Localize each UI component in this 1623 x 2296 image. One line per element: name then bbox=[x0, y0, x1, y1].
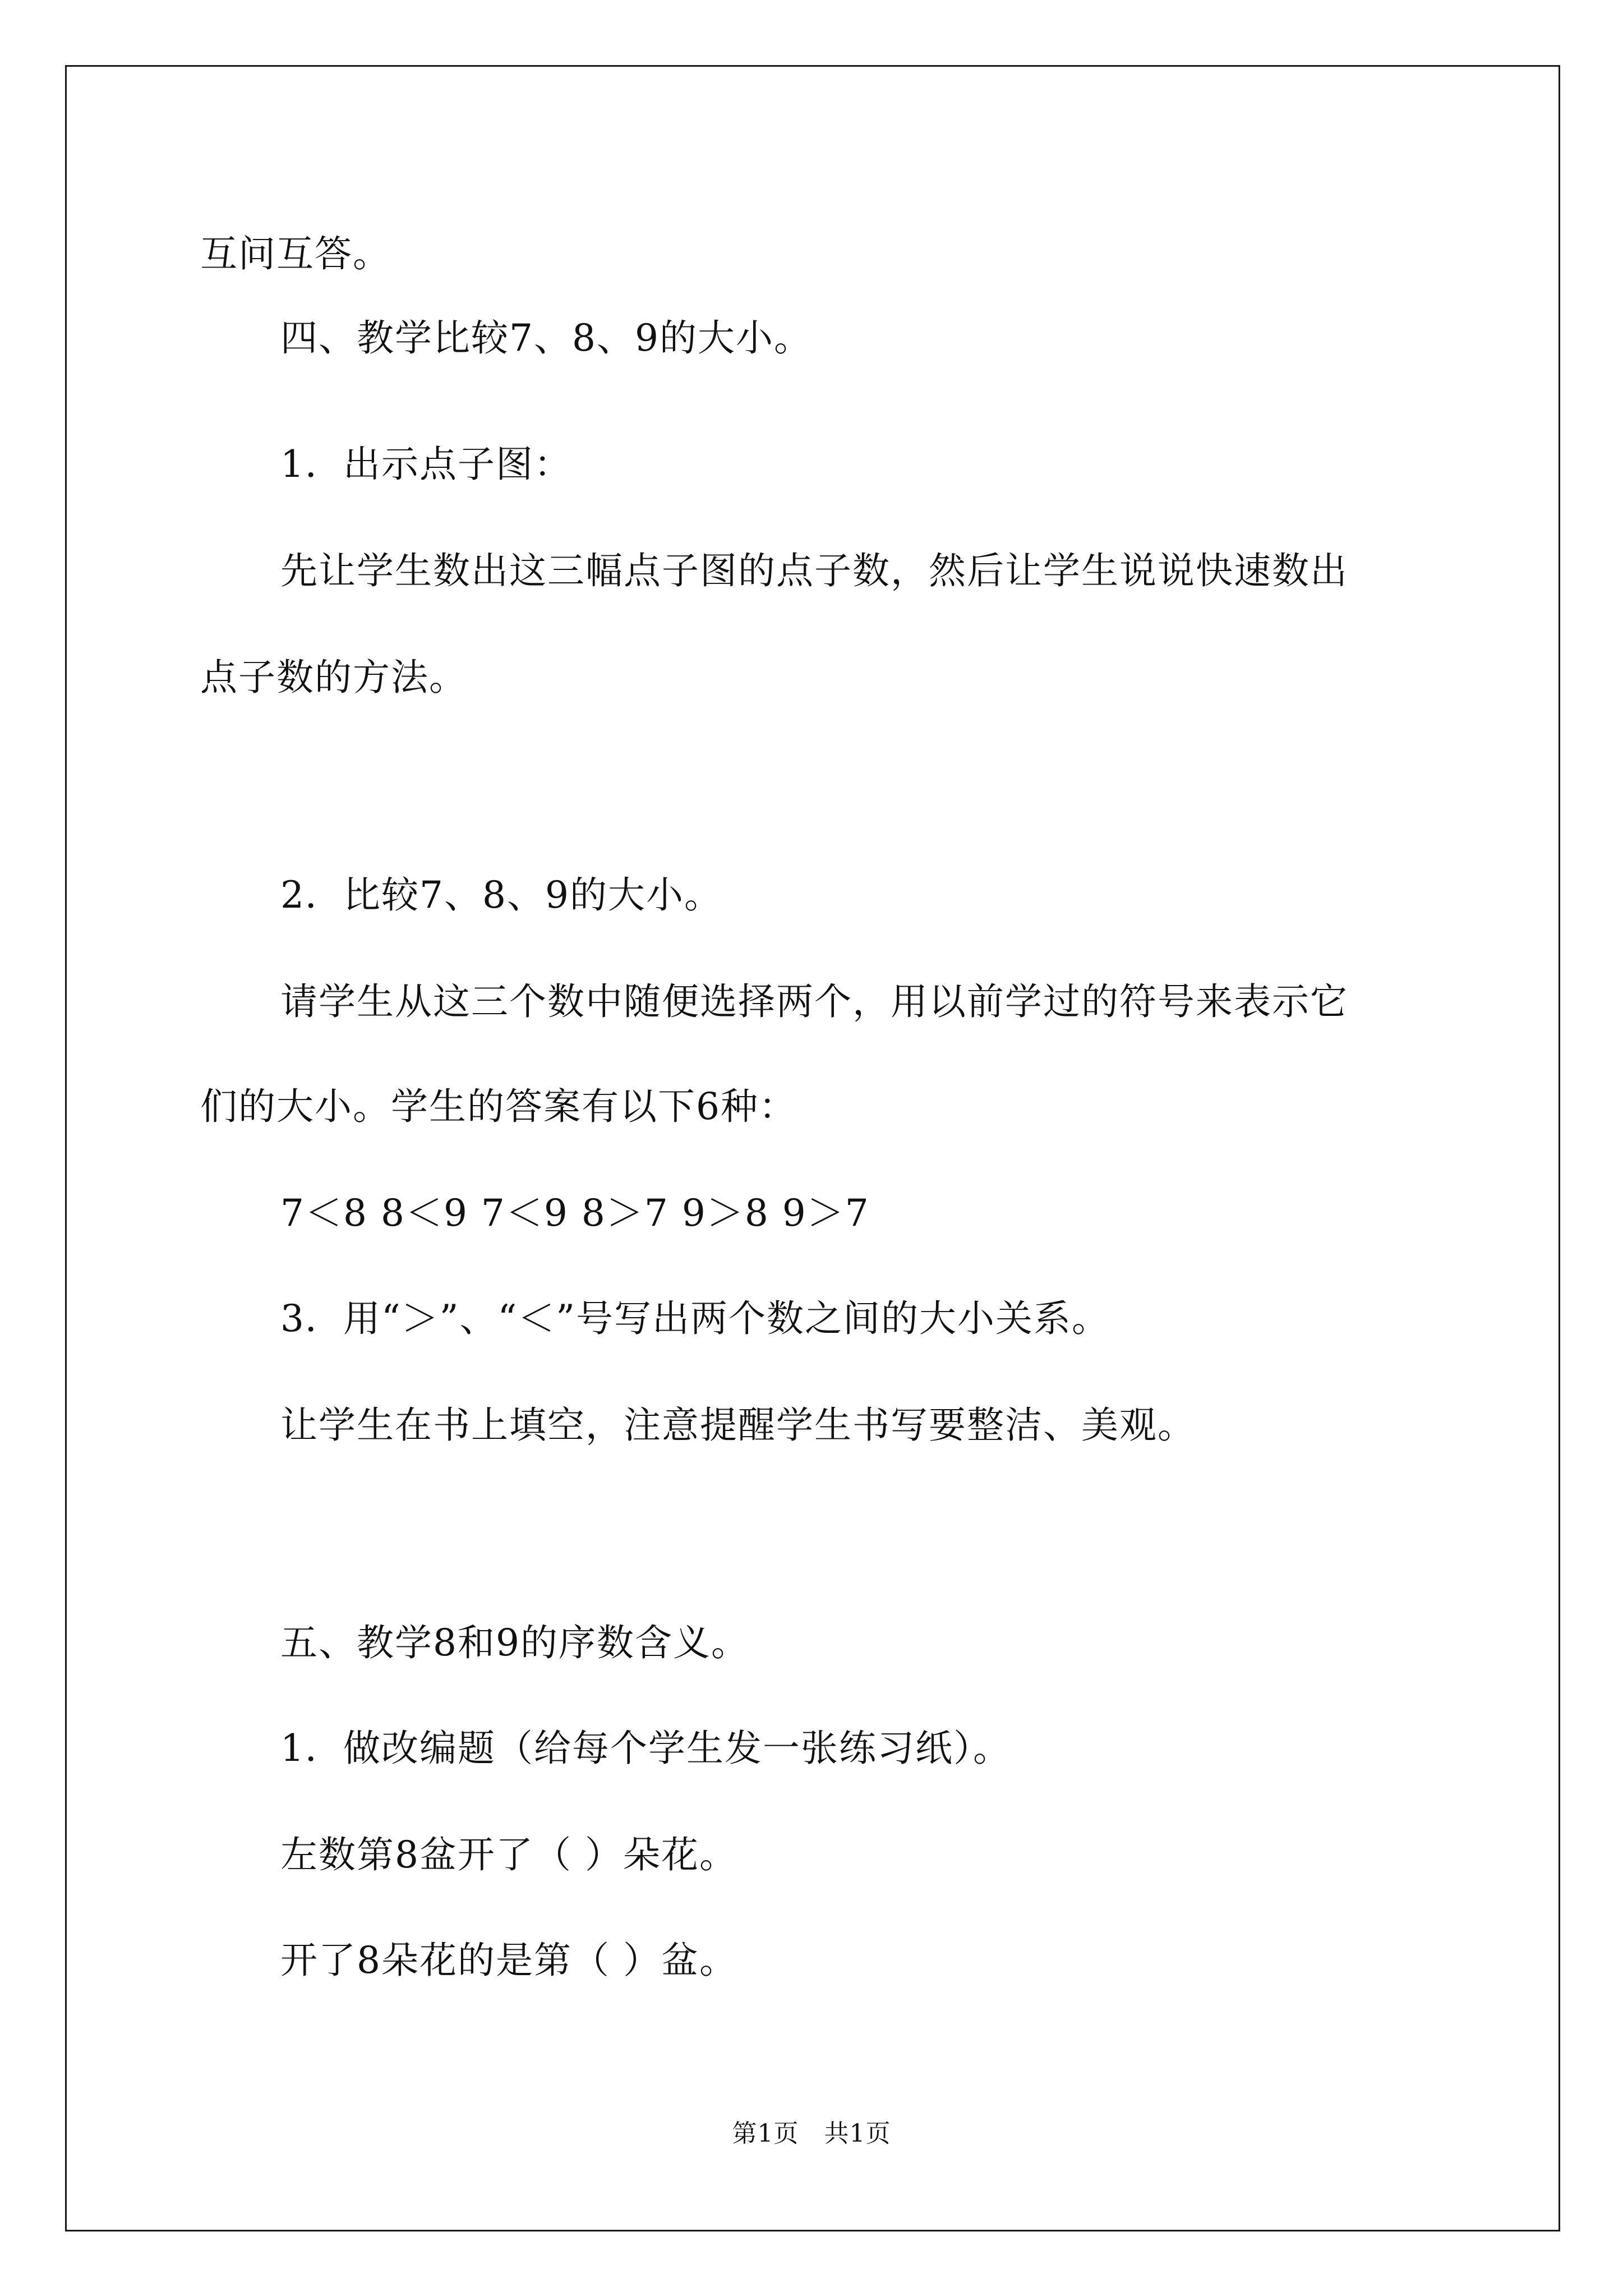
section-heading: 四、教学比较7、8、9的大小。 bbox=[280, 316, 812, 360]
paragraph-line: 开了8朵花的是第（ ）盆。 bbox=[280, 1939, 737, 1982]
paragraph-line: 1．出示点子图： bbox=[280, 443, 572, 486]
paragraph-line: 们的大小。学生的答案有以下6种： bbox=[200, 1085, 797, 1128]
paragraph-line: 请学生从这三个数中随便选择两个，用以前学过的符号来表示它 bbox=[280, 980, 1348, 1023]
paragraph-line: 先让学生数出这三幅点子图的点子数，然后让学生说说快速数出 bbox=[280, 549, 1348, 592]
paragraph-line: 点子数的方法。 bbox=[200, 656, 467, 699]
page-border bbox=[65, 65, 1560, 2231]
paragraph-line: 让学生在书上填空，注意提醒学生书写要整洁、美观。 bbox=[280, 1404, 1196, 1447]
paragraph-line: 2．比较7、8、9的大小。 bbox=[280, 873, 722, 917]
paragraph-line: 1．做改编题（给每个学生发一张练习纸）。 bbox=[280, 1727, 1011, 1770]
paragraph-line: 3．用“＞”、“＜”号写出两个数之间的大小关系。 bbox=[280, 1297, 1110, 1340]
paragraph-line: 左数第8盆开了（ ）朵花。 bbox=[280, 1833, 737, 1876]
paragraph-line: 7＜8 8＜9 7＜9 8＞7 9＞8 9＞7 bbox=[280, 1191, 870, 1235]
section-heading: 五、教学8和9的序数含义。 bbox=[280, 1621, 749, 1664]
paragraph-line: 互问互答。 bbox=[200, 232, 391, 275]
page-footer: 第1页 共1页 bbox=[732, 2119, 891, 2148]
